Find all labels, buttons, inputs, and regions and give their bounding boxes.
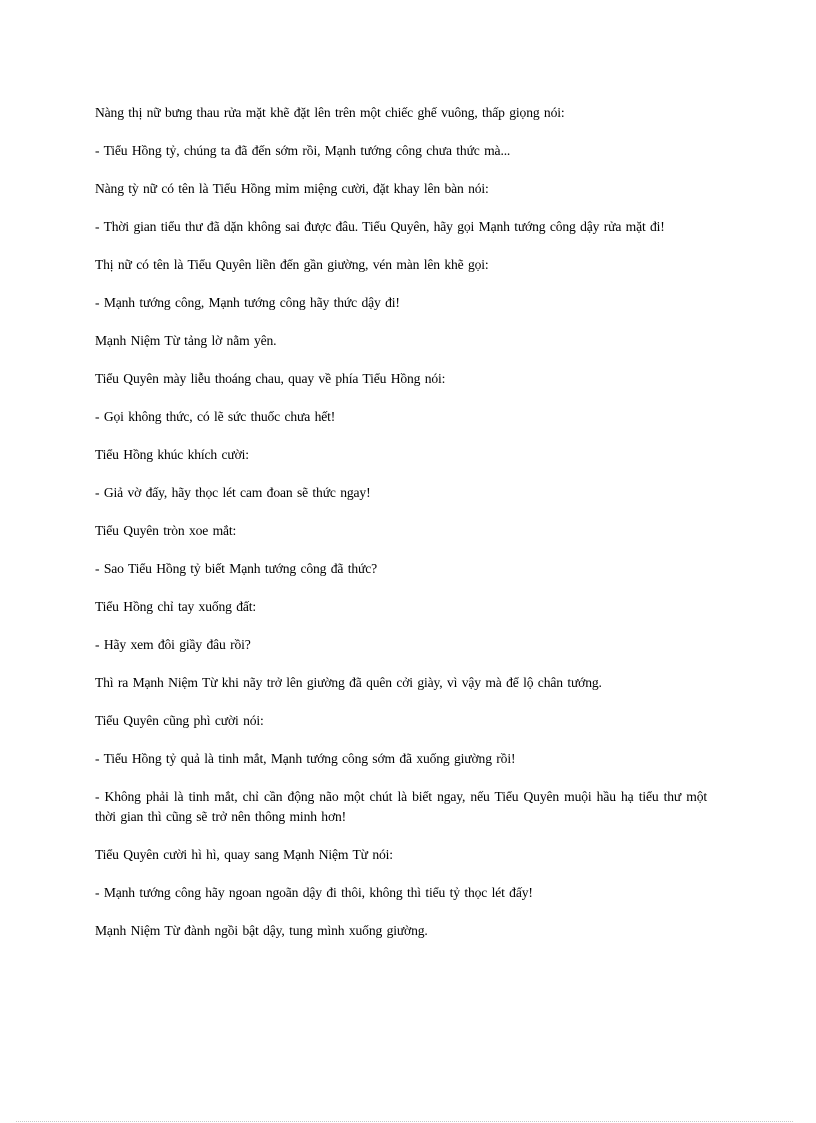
paragraph-narration: Mạnh Niệm Từ đành ngồi bật dậy, tung mình xuống giường.	[95, 923, 428, 938]
paragraph-narration: Tiểu Quyên cũng phì cười nói:	[95, 713, 264, 728]
paragraph-dialogue: - Thời gian tiểu thư đã dặn không sai được đâu. Tiểu Quyên, hãy gọi Mạnh tướng công dậy rửa mặt đi!	[95, 219, 665, 234]
paragraph-dialogue: - Không phải là tinh mắt, chỉ cần động não một chút là biết ngay, nếu Tiểu Quyên muội hầu hạ tiểu thư một thời gian thì cũng sẽ trở nên thông minh hơn!	[95, 789, 707, 824]
paragraph-dialogue: - Giả vờ đấy, hãy thọc lét cam đoan sẽ thức ngay!	[95, 485, 371, 500]
paragraph-dialogue: - Hãy xem đôi giầy đâu rồi?	[95, 637, 251, 652]
page-bottom-border	[16, 1121, 793, 1122]
paragraph-narration: Tiểu Quyên tròn xoe mắt:	[95, 523, 237, 538]
paragraph-narration: Tiểu Hồng khúc khích cười:	[95, 447, 249, 462]
paragraph-dialogue: - Sao Tiểu Hồng tỷ biết Mạnh tướng công đã thức?	[95, 561, 377, 576]
paragraph-dialogue: - Gọi không thức, có lẽ sức thuốc chưa hết!	[95, 409, 336, 424]
paragraph-dialogue: - Tiểu Hồng tỷ quả là tinh mắt, Mạnh tướng công sớm đã xuống giường rồi!	[95, 751, 516, 766]
paragraph-narration: Tiểu Quyên mày liễu thoáng chau, quay về phía Tiểu Hồng nói:	[95, 371, 446, 386]
paragraph-narration: Nàng tỳ nữ có tên là Tiểu Hồng mỉm miệng cười, đặt khay lên bàn nói:	[95, 181, 489, 196]
paragraph-narration: Tiểu Hồng chỉ tay xuống đất:	[95, 599, 257, 614]
paragraph-dialogue: - Mạnh tướng công, Mạnh tướng công hãy thức dậy đi!	[95, 295, 400, 310]
paragraph-narration: Tiểu Quyên cười hì hì, quay sang Mạnh Niệm Từ nói:	[95, 847, 393, 862]
document-body	[95, 103, 707, 959]
paragraph-narration: Nàng thị nữ bưng thau rửa mặt khẽ đặt lên trên một chiếc ghế vuông, thấp giọng nói:	[95, 105, 565, 120]
paragraph-dialogue: - Mạnh tướng công hãy ngoan ngoãn dậy đi thôi, không thì tiểu tỷ thọc lét đấy!	[95, 885, 533, 900]
paragraph-narration: Mạnh Niệm Từ tảng lờ nằm yên.	[95, 333, 277, 348]
paragraph-dialogue: - Tiểu Hồng tỷ, chúng ta đã đến sớm rồi, Mạnh tướng công chưa thức mà...	[95, 143, 511, 158]
paragraph-narration: Thì ra Mạnh Niệm Từ khi nãy trở lên giường đã quên cởi giày, vì vậy mà để lộ chân tướng.	[95, 675, 602, 690]
paragraph-narration: Thị nữ có tên là Tiểu Quyên liền đến gần giường, vén màn lên khẽ gọi:	[95, 257, 489, 272]
